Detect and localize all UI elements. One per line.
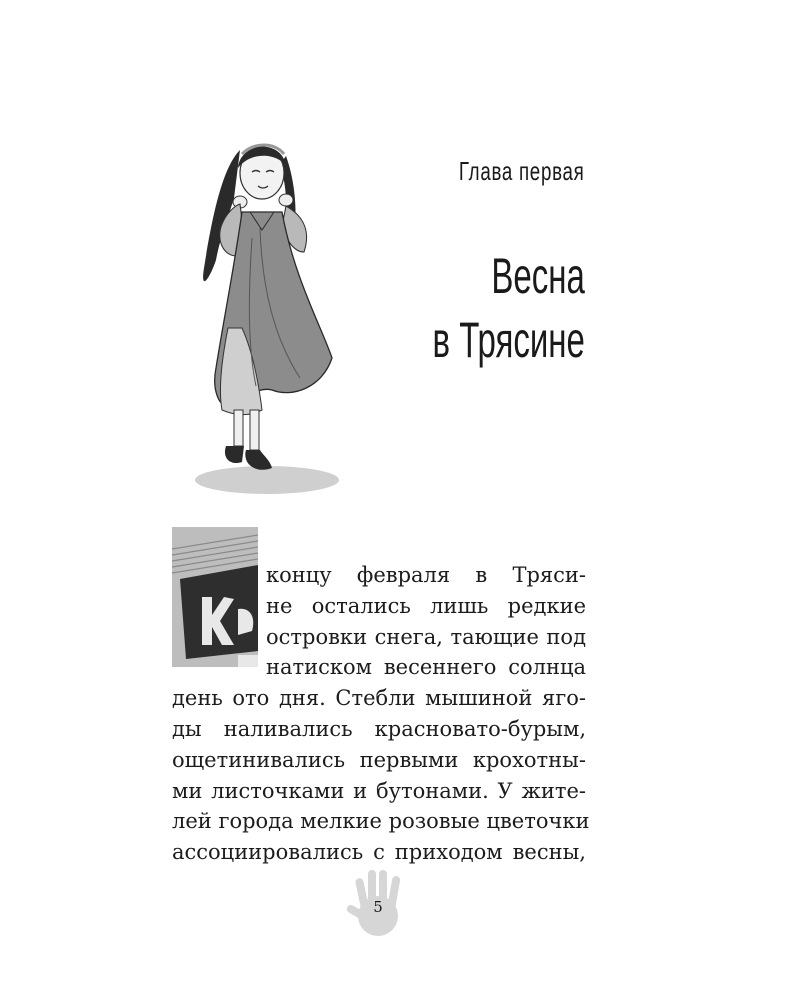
chapter-title bbox=[433, 244, 585, 372]
text-line: ми листочками и бутонами. У жите- bbox=[172, 778, 586, 803]
text-line: концу февраля в Тряси- bbox=[266, 563, 586, 587]
chapter-title-line-2: в Трясине bbox=[432, 312, 585, 368]
text-line: ды наливались красновато-бурым, bbox=[172, 716, 586, 741]
text-line: ощетинивались первыми крохотны- bbox=[172, 747, 586, 772]
page-number: 5 bbox=[373, 898, 383, 916]
chapter-title-line-1: Весна bbox=[491, 248, 585, 304]
girl-illustration bbox=[182, 128, 342, 498]
chapter-label: Глава первая bbox=[459, 156, 585, 186]
body-text bbox=[172, 560, 590, 868]
text-line: натиском весеннего солнца bbox=[266, 655, 586, 680]
text-line: ассоциировались с приходом весны, bbox=[172, 840, 586, 865]
text-line: не остались лишь редкие bbox=[266, 593, 586, 618]
text-line: лей города мелкие розовые цветочки bbox=[172, 809, 590, 834]
text-line: островки снега, тающие под bbox=[266, 624, 586, 649]
text-line: день ото дня. Стебли мышиной яго- bbox=[172, 686, 586, 711]
